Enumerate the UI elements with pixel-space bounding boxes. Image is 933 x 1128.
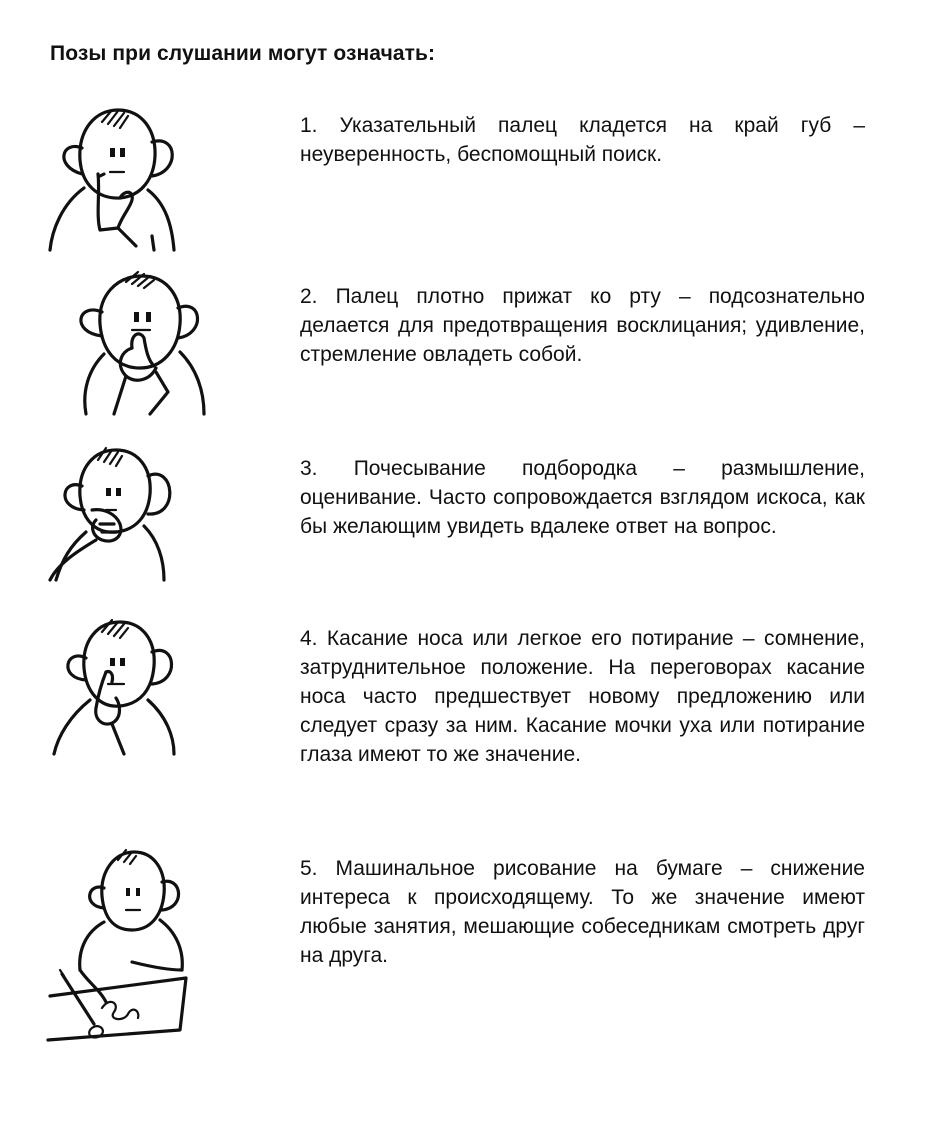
page-title: Позы при слушании могут означать: <box>50 42 436 65</box>
item-text: 2. Палец плотно прижат ко рту – подсознательно делается для предотвращения восклицания; удивление, стремление овладеть собой. <box>300 285 865 366</box>
item-text: 4. Касание носа или легкое его потирание – сомнение, затруднительное положение. На переговорах касание носа часто предшествует новому предложению или следует сразу за ним. Касание мочки уха или потирание глаза имеют то же значение. <box>300 627 865 766</box>
chin-scratching-figure-icon <box>40 440 190 590</box>
item-text: 3. Почесывание подбородка – размышление, оценивание. Часто сопровождается взглядом искоса, как бы желающим увидеть вдалеке ответ на вопрос. <box>300 457 865 538</box>
item-text: 1. Указательный палец кладется на край губ – неуверенность, беспомощный поиск. <box>300 114 865 166</box>
finger-on-lip-figure-icon <box>40 100 190 255</box>
finger-pressed-to-mouth-figure-icon <box>50 268 210 418</box>
nose-touching-figure-icon <box>40 612 190 762</box>
doodling-figure-icon <box>40 846 190 1046</box>
item-text: 5. Машинальное рисование на бумаге – снижение интереса к происходящему. То же значение имеют любые занятия, мешающие собеседникам смотреть друг на друга. <box>300 857 865 967</box>
